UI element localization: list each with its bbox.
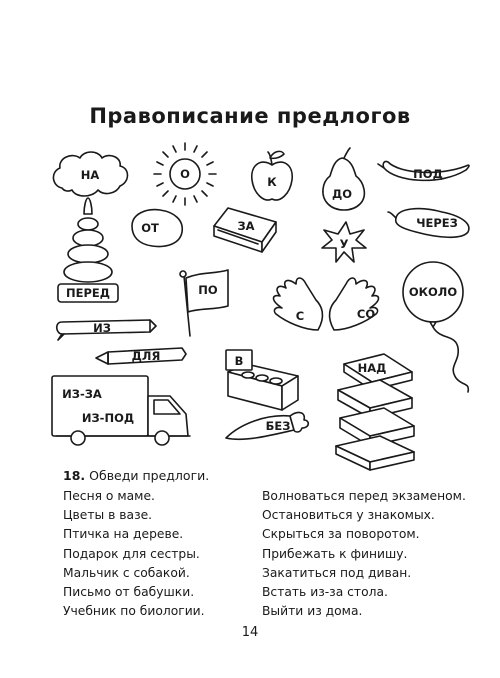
- word-pod: ПОД: [413, 167, 443, 181]
- sentence: Песня о маме.: [63, 489, 155, 503]
- ring-pyramid-icon: [58, 198, 118, 302]
- exercise-heading: [63, 468, 209, 483]
- word-nad: НАД: [357, 361, 387, 375]
- word-bez: БЕЗ: [265, 419, 291, 433]
- pen-icon: [57, 320, 156, 340]
- stone-icon: [132, 210, 182, 247]
- star-icon: [322, 222, 366, 262]
- sentences-left-column: [63, 487, 205, 621]
- sun-icon: [154, 143, 216, 205]
- word-cherez: ЧЕРЕЗ: [416, 216, 458, 230]
- sentence: Прибежать к финишу.: [262, 546, 408, 561]
- sentence: Мальчик с собакой.: [63, 565, 190, 580]
- apple-icon: [252, 151, 292, 200]
- word-ot: ОТ: [141, 221, 159, 235]
- mittens-icon: [274, 278, 379, 330]
- book-icon: [214, 208, 276, 252]
- word-po: ПО: [198, 283, 218, 297]
- box-icon: [226, 350, 298, 410]
- word-v: В: [234, 354, 244, 368]
- flag-icon: [180, 270, 228, 336]
- sentence: Волноваться перед экзаменом.: [262, 489, 466, 503]
- exercise-instruction: Обведи предлоги.: [89, 468, 210, 483]
- page-number: 14: [241, 625, 259, 640]
- word-na: НА: [80, 168, 100, 182]
- cucumber-icon: [388, 209, 469, 238]
- sentence: Письмо от бабушки.: [63, 584, 195, 599]
- sentence: Встать из-за стола.: [262, 584, 388, 599]
- carrot-icon: [226, 413, 308, 440]
- pencil-icon: [96, 348, 186, 364]
- sentence: Скрыться за поворотом.: [262, 527, 420, 542]
- word-u: У: [339, 237, 349, 251]
- sentence: Учебник по биологии.: [63, 604, 205, 619]
- word-iz-za: ИЗ-ЗА: [62, 387, 102, 401]
- sentences-right-column: [262, 487, 466, 621]
- word-k: К: [267, 175, 277, 189]
- word-o: О: [180, 167, 190, 181]
- sentence: Цветы в вазе.: [63, 508, 153, 523]
- word-s: С: [295, 309, 305, 323]
- sentence: Остановиться у знакомых.: [262, 508, 435, 523]
- word-dlya: ДЛЯ: [131, 349, 161, 363]
- word-pered: ПЕРЕД: [65, 286, 111, 300]
- sentence: Птичка на дереве.: [63, 527, 184, 542]
- banana-icon: [378, 161, 469, 181]
- word-za: ЗА: [237, 219, 255, 233]
- word-do: ДО: [331, 187, 353, 201]
- truck-icon: [52, 376, 190, 445]
- exercise-number: 18.: [63, 468, 86, 483]
- pear-icon: [323, 148, 364, 210]
- cloud-icon: [53, 152, 127, 196]
- word-so: СО: [356, 307, 376, 321]
- word-okolo: ОКОЛО: [408, 285, 458, 299]
- sentence: Подарок для сестры.: [63, 546, 200, 561]
- sentence: Закатиться под диван.: [262, 565, 412, 580]
- books-stack-icon: [336, 354, 414, 470]
- word-iz: ИЗ: [93, 321, 111, 335]
- page-title: Правописание предлогов: [89, 104, 411, 128]
- sentence: Выйти из дома.: [262, 604, 363, 619]
- word-iz-pod: ИЗ-ПОД: [81, 411, 135, 425]
